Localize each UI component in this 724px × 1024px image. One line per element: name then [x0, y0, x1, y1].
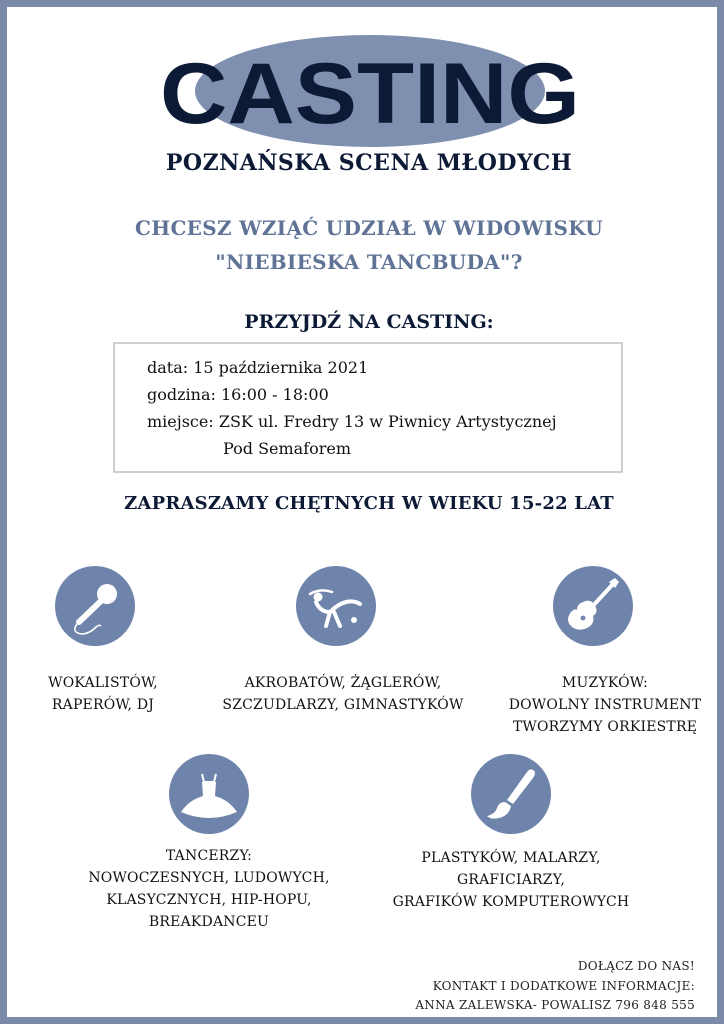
- paintbrush-icon: [471, 754, 551, 834]
- category-line: PLASTYKÓW, MALARZY,: [421, 850, 601, 866]
- call-to-action: PRZYJDŹ NA CASTING:: [244, 311, 494, 333]
- event-date: data: 15 października 2021: [147, 358, 369, 377]
- category-line: TWORZYMY ORKIESTRĘ: [512, 719, 698, 735]
- contact-person-phone: ANNA ZALEWSKA- POWALISZ 796 848 555: [415, 998, 695, 1012]
- category-line: BREAKDANCEU: [148, 914, 270, 930]
- category-line: GRAFICIARZY,: [457, 872, 565, 888]
- contact-footer: [415, 957, 695, 1016]
- category-acrobats: [207, 672, 479, 716]
- event-place: miejsce: ZSK ul. Fredry 13 w Piwnicy Artystycznej: [147, 412, 557, 431]
- join-us-text: DOŁĄCZ DO NAS!: [577, 959, 695, 973]
- logo-text: CASTING: [160, 46, 580, 142]
- casting-logo: [155, 33, 585, 149]
- category-line: AKROBATÓW, ŻĄGLERÓW,: [244, 675, 442, 691]
- category-line: WOKALISTÓW,: [48, 675, 158, 691]
- microphone-icon: [55, 566, 135, 646]
- details-box: [113, 342, 623, 473]
- category-line: GRAFIKÓW KOMPUTEROWYCH: [392, 894, 630, 910]
- category-line: MUZYKÓW:: [561, 675, 649, 691]
- gymnast-icon: [296, 566, 376, 646]
- event-place-continued: Pod Semaforem: [223, 439, 352, 458]
- event-question: [7, 211, 724, 279]
- category-line: DOWOLNY INSTRUMENT: [508, 697, 702, 713]
- age-invitation: ZAPRASZAMY CHĘTNYCH W WIEKU 15-22 LAT: [124, 493, 614, 514]
- guitar-icon: [553, 566, 633, 646]
- category-line: RAPERÓW, DJ: [51, 697, 155, 713]
- category-line: NOWOCZESNYCH, LUDOWYCH,: [88, 870, 330, 886]
- organization-title: POZNAŃSKA SCENA MŁODYCH: [165, 150, 573, 176]
- category-musicians: [501, 672, 709, 738]
- question-line-2: "NIEBIESKA TANCBUDA"?: [215, 250, 523, 274]
- category-line: SZCZUDLARZY, GIMNASTYKÓW: [222, 697, 464, 713]
- category-artists: [375, 847, 647, 913]
- category-line: TANCERZY:: [165, 848, 253, 864]
- category-dancers: [71, 845, 347, 933]
- question-line-1: CHCESZ WZIĄĆ UDZIAŁ W WIDOWISKU: [135, 216, 603, 240]
- contact-label: KONTAKT I DODATKOWE INFORMACJE:: [432, 978, 695, 993]
- event-time: godzina: 16:00 - 18:00: [147, 385, 329, 404]
- category-line: KLASYCZNYCH, HIP-HOPU,: [106, 892, 312, 908]
- tutu-dress-icon: [169, 754, 249, 834]
- category-vocalists: [23, 672, 183, 716]
